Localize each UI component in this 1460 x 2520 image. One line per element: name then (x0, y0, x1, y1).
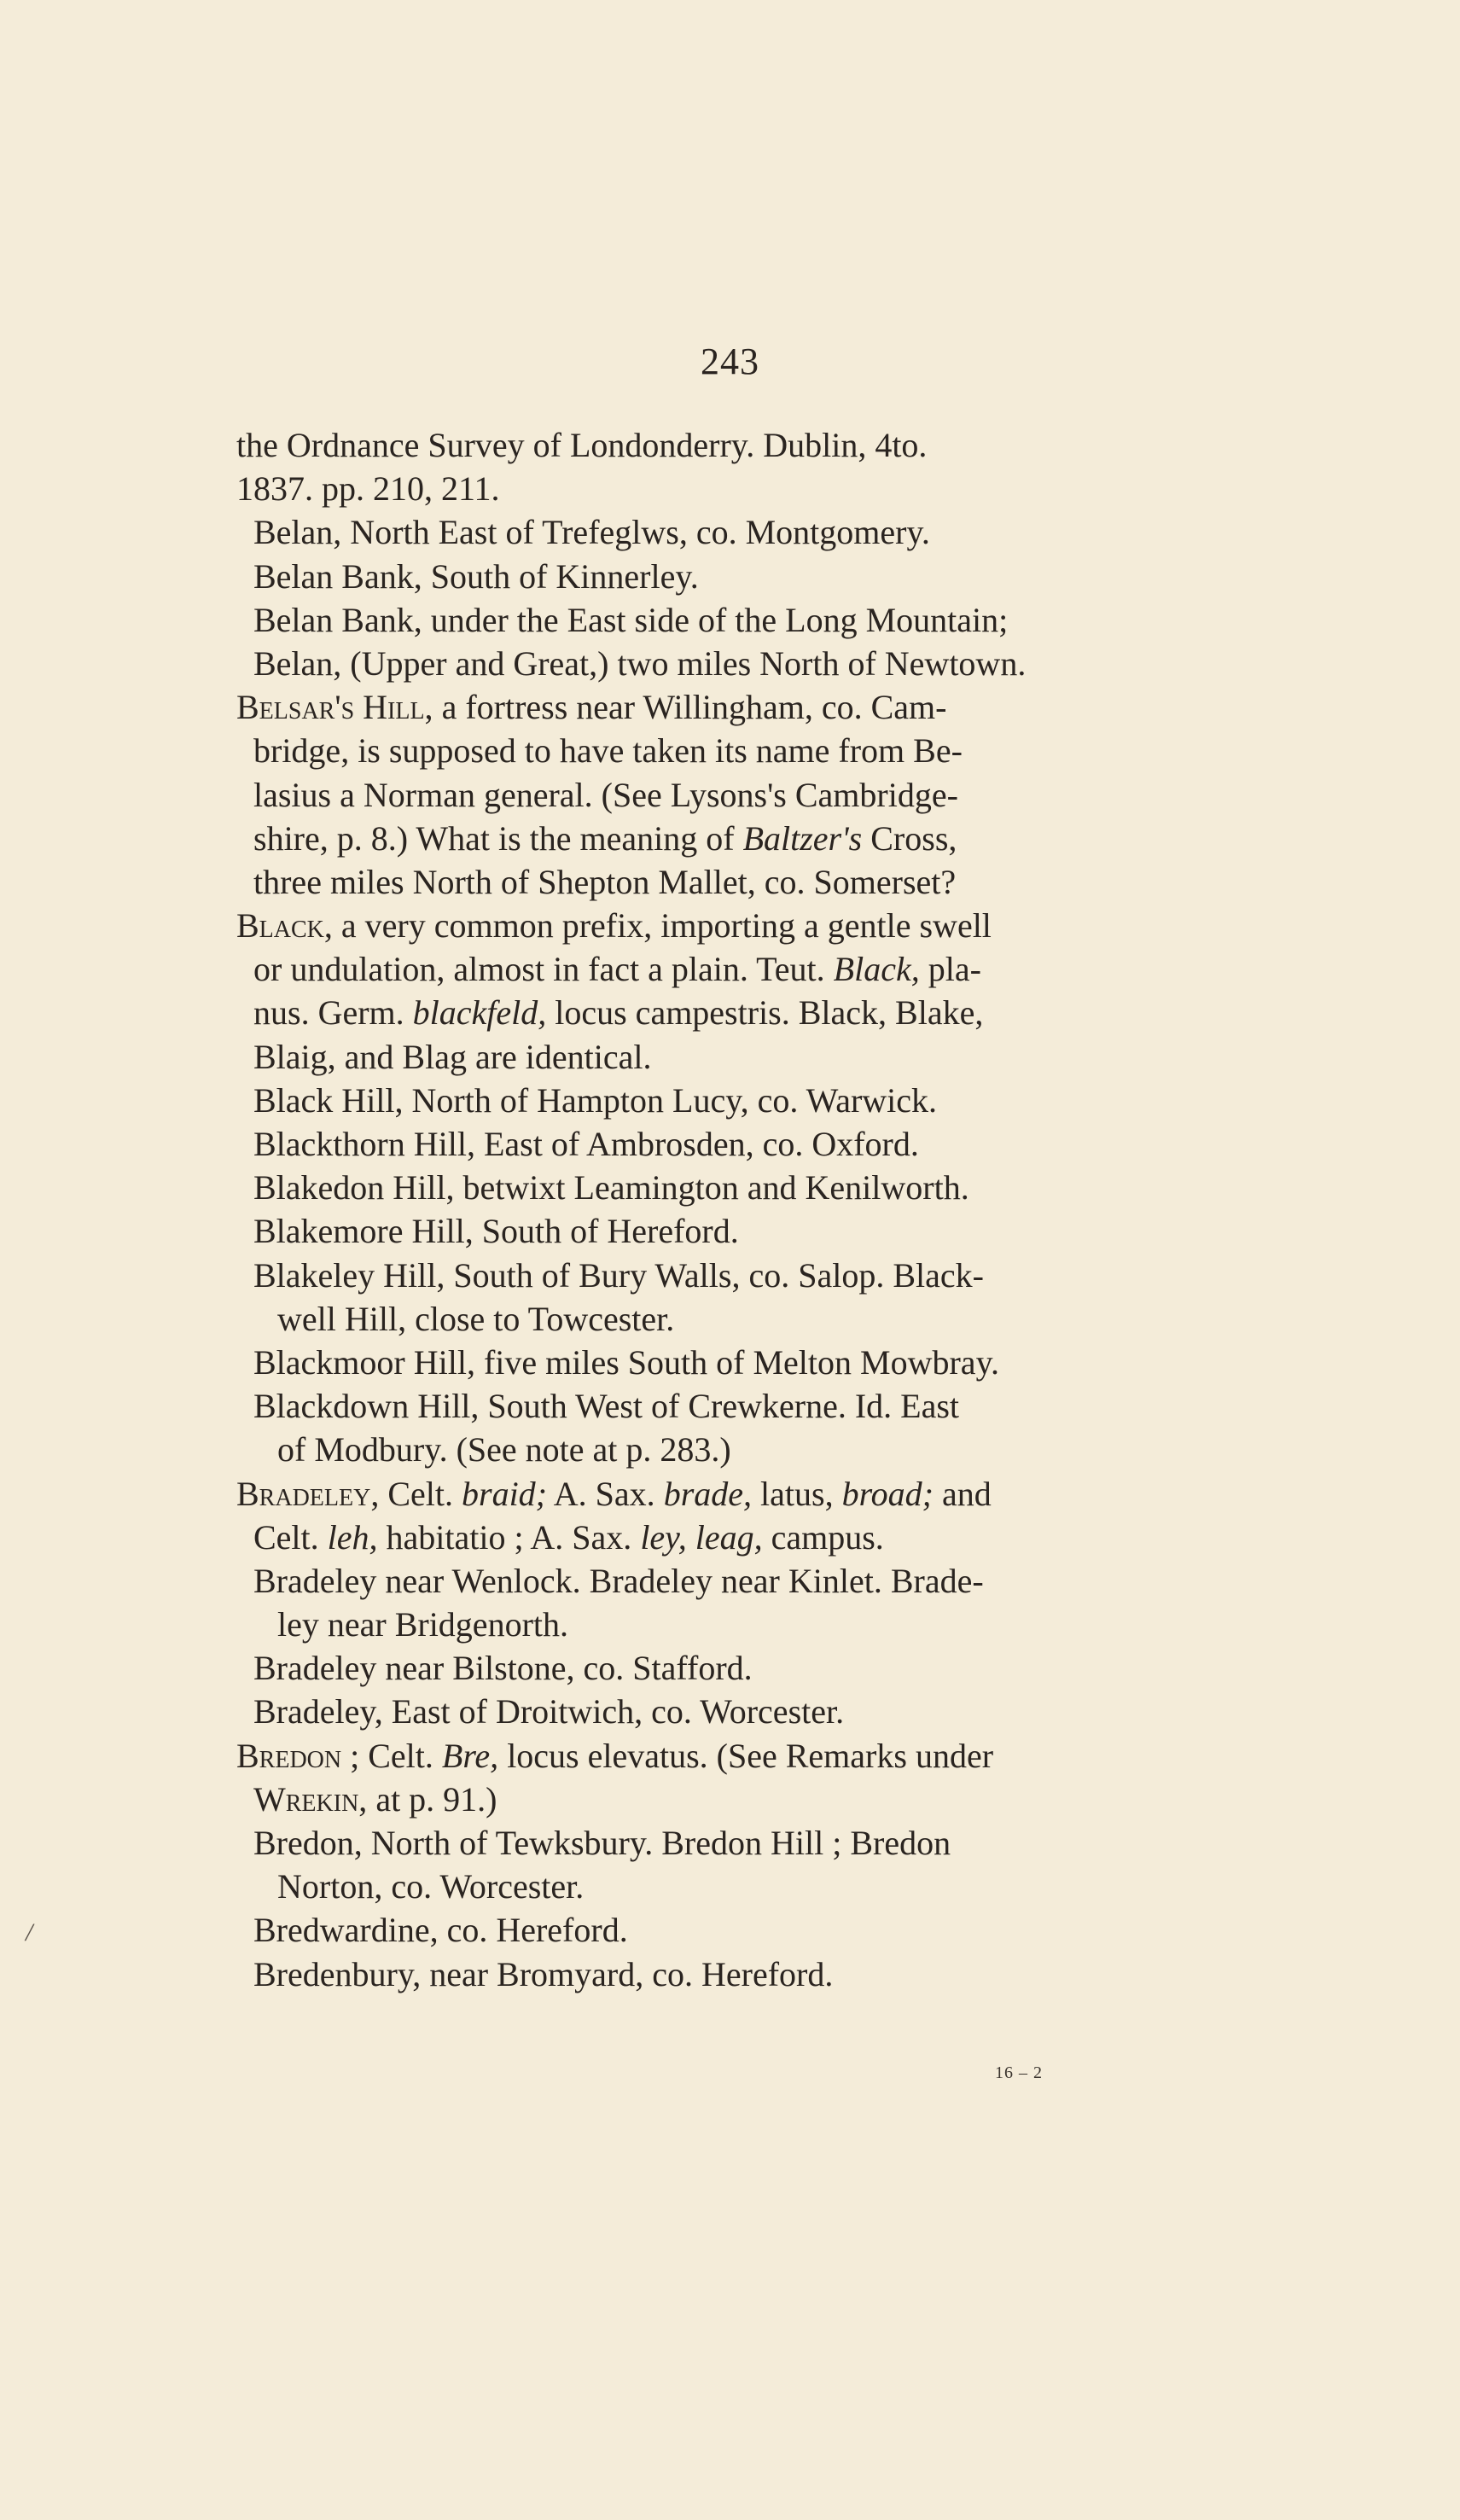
text-span: shire, p. 8.) What is the meaning of (253, 818, 743, 858)
text-line: three miles North of Shepton Mallet, co. Somerset? (253, 862, 957, 901)
text-line: the Ordnance Survey of Londonderry. Dublin, 4to. (236, 426, 928, 464)
italic-term: leag, (695, 1517, 763, 1557)
page-body (236, 423, 1145, 1996)
text-line (236, 1778, 1145, 1821)
text-line: Belan Bank, South of Kinnerley. (253, 556, 699, 596)
entry-headword: Bradeley, (236, 1474, 380, 1513)
text-line: of Modbury. (See note at p. 283.) (277, 1430, 731, 1470)
text-line: Blaig, and Blag are identical. (253, 1037, 652, 1076)
text-line: ley near Bridgenorth. (277, 1605, 568, 1644)
text-line (236, 991, 1145, 1034)
italic-term: braid; (462, 1474, 547, 1513)
text-span: locus campestris. Black, Blake, (546, 993, 984, 1033)
text-span: a very common prefix, importing a gentle swell (332, 906, 992, 946)
text-span: and (933, 1474, 992, 1513)
text-line: Blackmoor Hill, five miles South of Melton Mowbray. (253, 1342, 999, 1382)
text-line: Bredenbury, near Bromyard, co. Hereford. (253, 1954, 834, 1993)
text-line: Belan, (Upper and Great,) two miles North of Newtown. (253, 643, 1027, 683)
text-line: Bredon, North of Tewksbury. Bredon Hill ; Bredon (253, 1824, 951, 1862)
text-line: Blackdown Hill, South West of Crewkerne. Id. East (253, 1387, 960, 1426)
text-line: Black Hill, North of Hampton Lucy, co. Warwick. (253, 1080, 938, 1120)
entry-headword: Black, (236, 906, 333, 946)
text-span: latus, (752, 1474, 842, 1513)
printer-signature: 16 – 2 (995, 2063, 1043, 2082)
text-span: Celt. (379, 1474, 462, 1513)
text-span: locus elevatus. (See Remarks under (498, 1736, 994, 1775)
text-span: campus. (762, 1517, 884, 1557)
text-line: Blakeley Hill, South of Bury Walls, co. Salop. Black- (253, 1255, 984, 1295)
italic-term: leh, (327, 1517, 378, 1557)
text-line: Bradeley near Wenlock. Bradeley near Kinlet. Brade- (253, 1561, 984, 1600)
italic-term: Bre, (441, 1736, 499, 1775)
italic-term: Baltzer's (742, 818, 863, 858)
text-line (236, 947, 1145, 991)
text-line: lasius a Norman general. (See Lysons's Cambridge- (253, 775, 958, 814)
entry-headword: Belsar's Hill, (236, 688, 433, 727)
text-span: habitatio ; A. Sax. (377, 1517, 641, 1557)
text-line: Belan Bank, under the East side of the Long Mountain; (253, 600, 1009, 639)
text-span: a fortress near Willingham, co. Cam- (433, 688, 947, 727)
text-line (236, 1516, 1145, 1559)
text-span: nus. Germ. (253, 993, 413, 1033)
text-line: Norton, co. Worcester. (277, 1867, 585, 1906)
text-line: Belan, North East of Trefeglws, co. Montgomery. (253, 513, 930, 552)
page-number: 243 (701, 340, 759, 382)
marginal-pencil-mark: / (26, 1918, 33, 1947)
text-span: ; Celt. (341, 1736, 442, 1775)
italic-term: broad; (841, 1474, 934, 1513)
text-span (687, 1518, 695, 1557)
text-line: bridge, is supposed to have taken its name from Be- (253, 731, 963, 771)
text-line: Bradeley, East of Droitwich, co. Worcester. (253, 1692, 845, 1731)
text-span: pla- (919, 950, 981, 989)
text-span: Cross, (862, 818, 957, 858)
text-span: or undulation, almost in fact a plain. Teut. (253, 950, 834, 989)
text-span: A. Sax. (547, 1474, 664, 1513)
entry-line (236, 1734, 1145, 1778)
text-line: well Hill, close to Towcester. (277, 1299, 675, 1338)
entry-line (236, 685, 1145, 729)
cross-reference: Wrekin, (253, 1779, 368, 1819)
text-line: Blakedon Hill, betwixt Leamington and Kenilworth. (253, 1168, 969, 1208)
italic-term: ley, (640, 1517, 687, 1557)
entry-line (236, 1472, 1145, 1516)
text-span: Celt. (253, 1517, 328, 1557)
italic-term: Black, (833, 950, 920, 989)
text-line: Blakemore Hill, South of Hereford. (253, 1212, 739, 1251)
text-line (236, 817, 1145, 860)
entry-headword: Bredon (236, 1736, 342, 1775)
text-line: Blackthorn Hill, East of Ambrosden, co. Oxford. (253, 1125, 919, 1163)
entry-line (236, 904, 1145, 947)
text-span: at p. 91.) (367, 1779, 497, 1819)
italic-term: brade, (663, 1474, 753, 1513)
text-line: 1837. pp. 210, 211. (236, 469, 500, 509)
text-line: Bredwardine, co. Hereford. (253, 1911, 628, 1950)
italic-term: blackfeld, (412, 993, 547, 1033)
text-line: Bradeley near Bilstone, co. Stafford. (253, 1649, 753, 1688)
